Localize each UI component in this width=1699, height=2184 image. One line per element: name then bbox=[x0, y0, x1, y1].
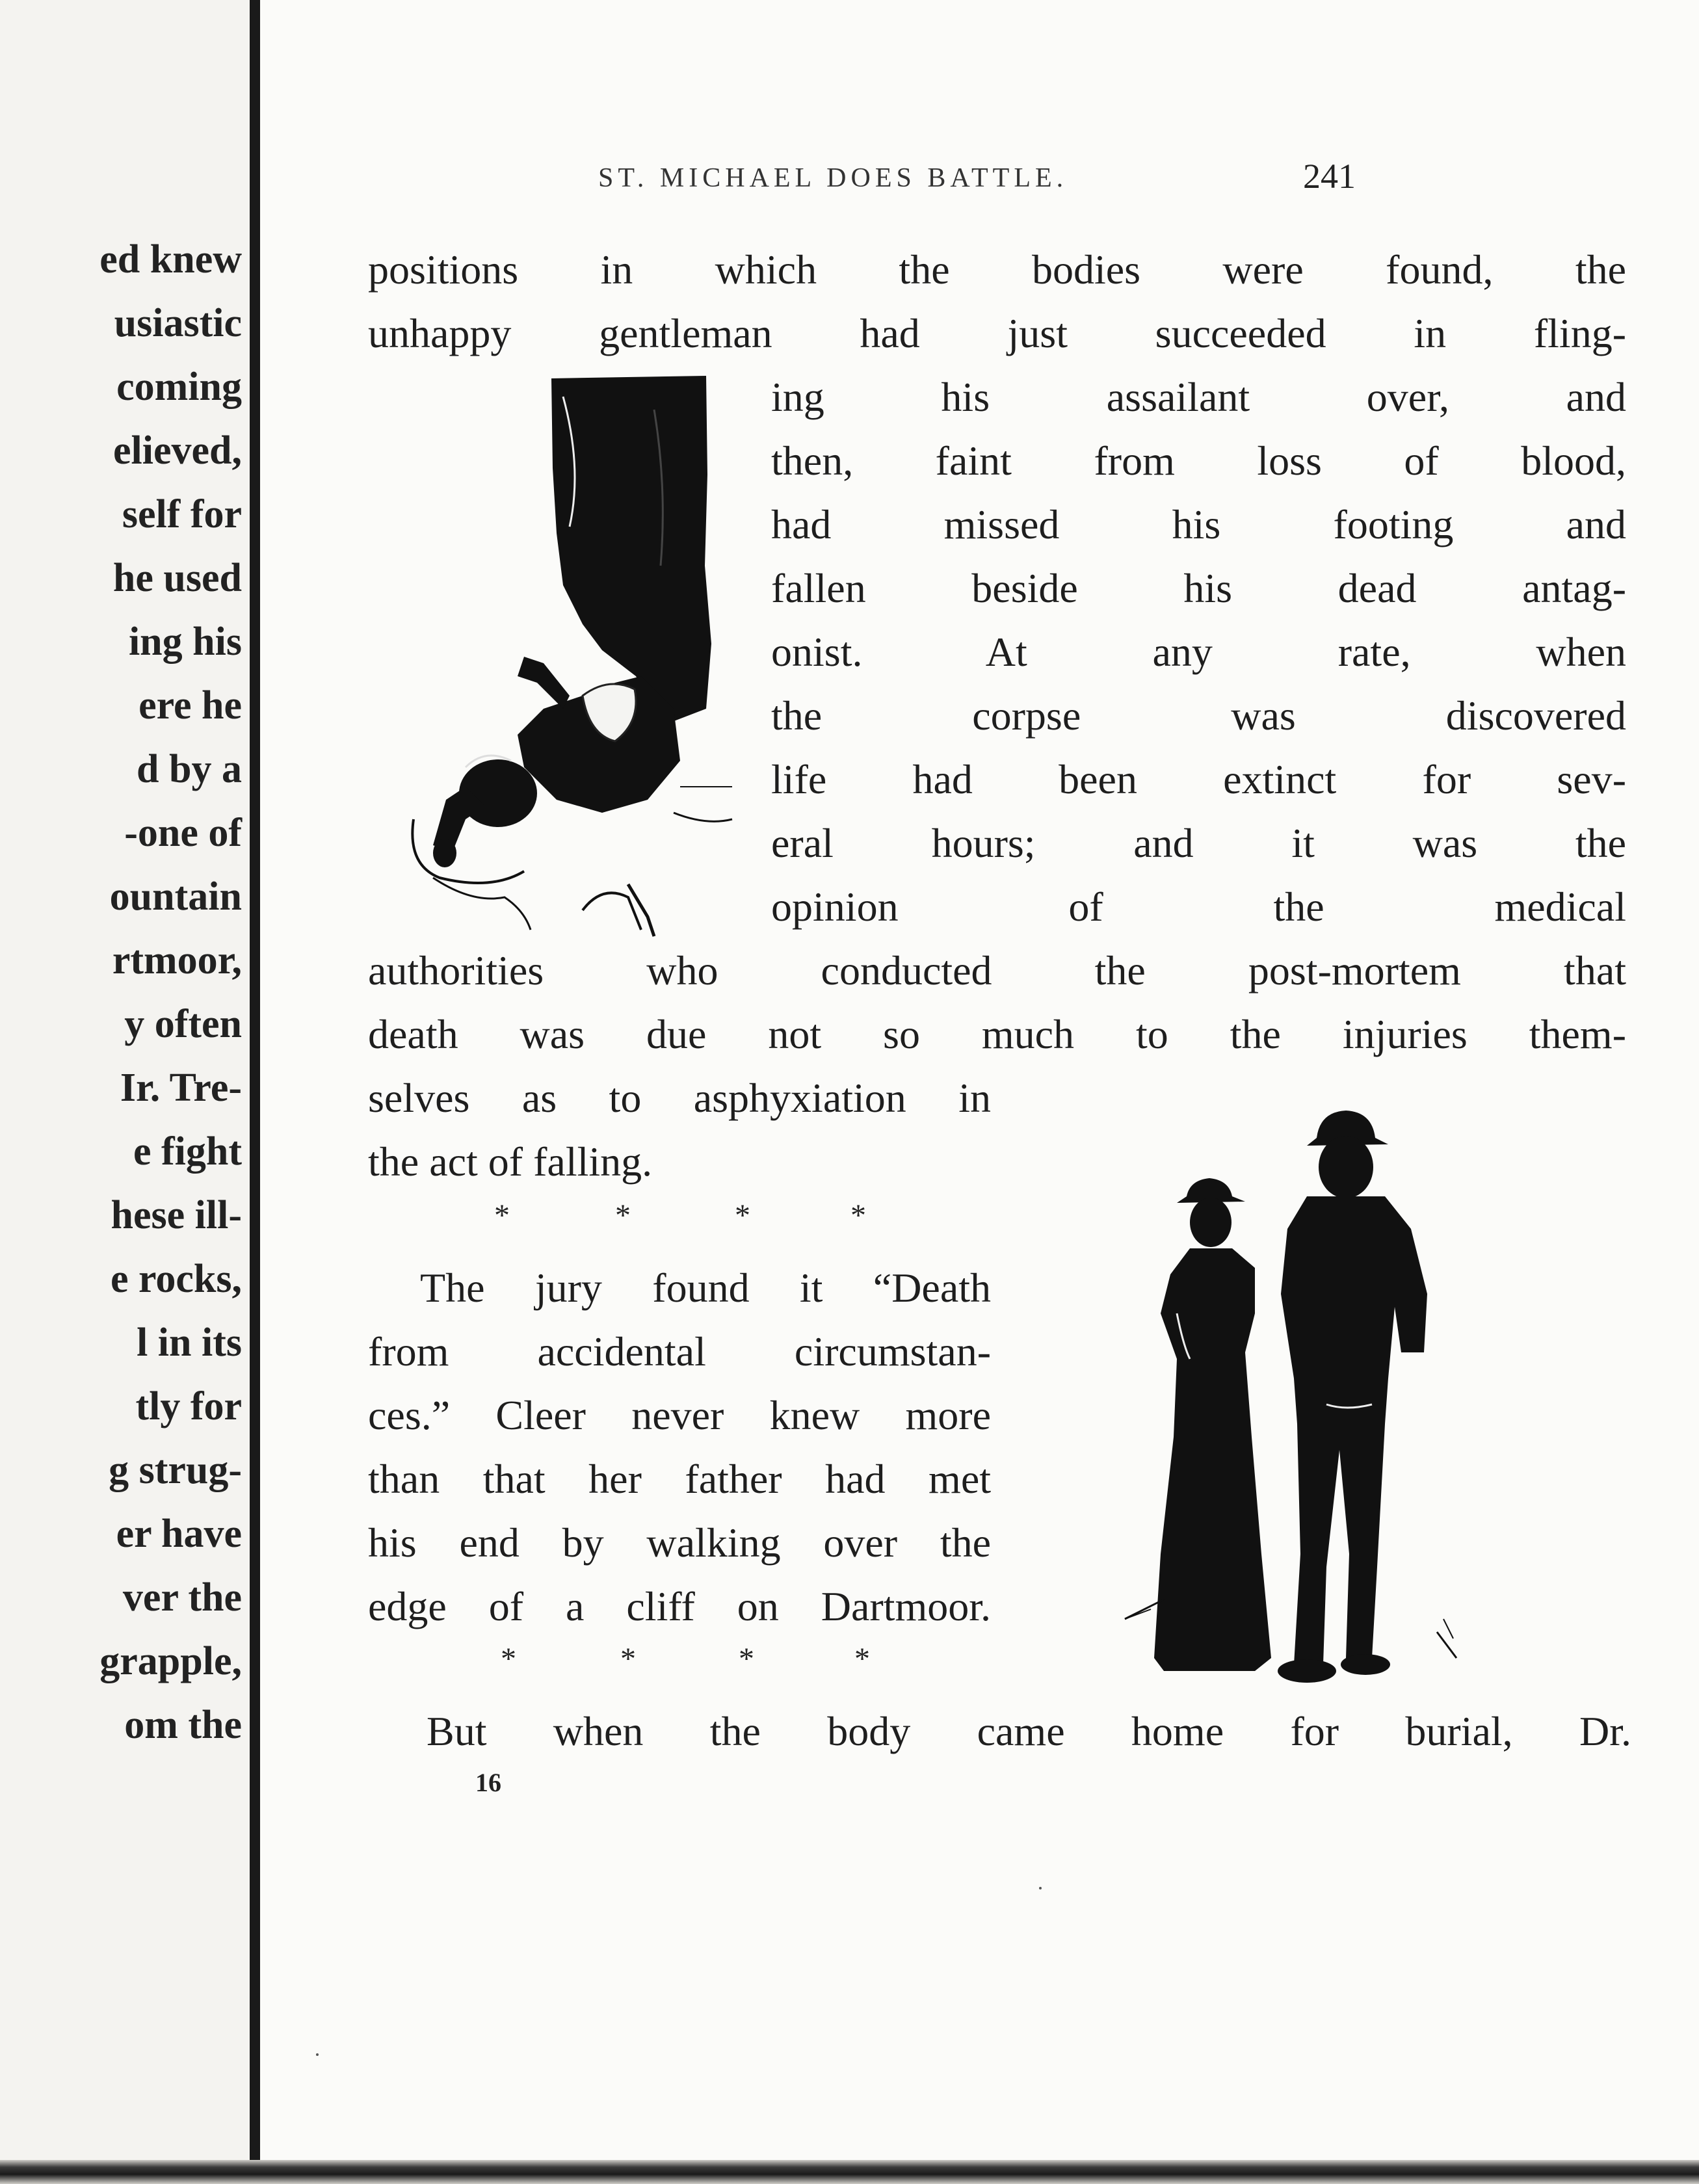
left-page-line: coming bbox=[116, 365, 242, 409]
text-line: authorities who conducted the post-mortem that bbox=[368, 947, 1626, 993]
book-bottom-edge bbox=[0, 2160, 1699, 2184]
paper-speck bbox=[1039, 1887, 1042, 1889]
text-line: his end by walking over the bbox=[368, 1520, 991, 1566]
text-line: from accidental circumstan- bbox=[368, 1328, 991, 1375]
text-line: eral hours; and it was the bbox=[771, 820, 1626, 866]
asterisk: * bbox=[854, 1642, 870, 1676]
text-line: then, faint from loss of blood, bbox=[771, 438, 1626, 484]
text-line: ing his assailant over, and bbox=[771, 374, 1626, 420]
left-page-line: e fight bbox=[133, 1129, 242, 1174]
left-page-line: rtmoor, bbox=[112, 938, 242, 982]
signature-mark: 16 bbox=[475, 1768, 501, 1797]
left-page-line: elieved, bbox=[113, 428, 242, 473]
asterisk: * bbox=[615, 1198, 631, 1233]
left-page-line: grapple, bbox=[99, 1639, 242, 1683]
text-line: the act of falling. bbox=[368, 1138, 653, 1185]
paper-speck bbox=[316, 2053, 319, 2056]
text-line: opinion of the medical bbox=[771, 884, 1626, 930]
left-page-line: -one of bbox=[124, 811, 242, 855]
text-line: life had been extinct for sev- bbox=[771, 756, 1626, 802]
text-line: death was due not so much to the injuries them- bbox=[368, 1011, 1626, 1057]
left-page-line: l in its bbox=[137, 1321, 242, 1365]
text-line: But when the body came home for burial, Dr. bbox=[427, 1708, 1631, 1754]
left-facing-page bbox=[0, 0, 252, 2162]
left-page-line: er have bbox=[116, 1512, 242, 1556]
asterisk: * bbox=[501, 1642, 516, 1676]
text-line: fallen beside his dead antag- bbox=[771, 565, 1626, 611]
left-page-line: om the bbox=[124, 1703, 242, 1747]
text-line: positions in which the bodies were found, the bbox=[368, 246, 1626, 293]
left-page-line: y often bbox=[124, 1002, 242, 1046]
text-line: onist. At any rate, when bbox=[771, 629, 1626, 675]
left-page-line: he used bbox=[112, 556, 242, 600]
falling-man-silhouette bbox=[368, 371, 745, 943]
asterisk: * bbox=[739, 1642, 754, 1676]
left-page-line: d by a bbox=[137, 747, 242, 791]
text-line: selves as to asphyxiation in bbox=[368, 1075, 991, 1121]
asterisk: * bbox=[850, 1198, 866, 1233]
text-line: The jury found it “Death bbox=[420, 1265, 991, 1311]
running-title: ST. MICHAEL DOES BATTLE. bbox=[598, 163, 1068, 193]
left-page-line: hese ill- bbox=[111, 1193, 242, 1237]
text-line: the corpse was discovered bbox=[771, 692, 1626, 739]
text-line: edge of a cliff on Dartmoor. bbox=[368, 1583, 991, 1629]
text-line: ces.” Cleer never knew more bbox=[368, 1392, 991, 1438]
left-page-line: tly for bbox=[135, 1384, 242, 1428]
asterisk: * bbox=[620, 1642, 636, 1676]
text-line: had missed his footing and bbox=[771, 501, 1626, 547]
left-page-line: usiastic bbox=[114, 301, 242, 345]
book-gutter bbox=[250, 0, 260, 2165]
right-page bbox=[260, 0, 1699, 2160]
text-line: than that her father had met bbox=[368, 1456, 991, 1502]
left-page-line: ver the bbox=[122, 1575, 242, 1620]
left-page-line: e rocks, bbox=[110, 1257, 242, 1301]
left-page-line: ere he bbox=[138, 683, 242, 728]
couple-silhouette bbox=[1021, 1099, 1645, 1691]
left-page-line: Ir. Tre- bbox=[120, 1066, 242, 1110]
left-page-line: ountain bbox=[109, 875, 242, 919]
asterisk: * bbox=[735, 1198, 750, 1233]
left-page-line: self for bbox=[122, 492, 242, 536]
page-number: 241 bbox=[1303, 157, 1356, 196]
left-page-line: ed knew bbox=[99, 237, 242, 282]
asterisk: * bbox=[494, 1198, 510, 1233]
left-page-line: ing his bbox=[128, 620, 242, 664]
text-line: unhappy gentleman had just succeeded in fling- bbox=[368, 310, 1626, 356]
left-page-line: g strug- bbox=[109, 1448, 242, 1492]
